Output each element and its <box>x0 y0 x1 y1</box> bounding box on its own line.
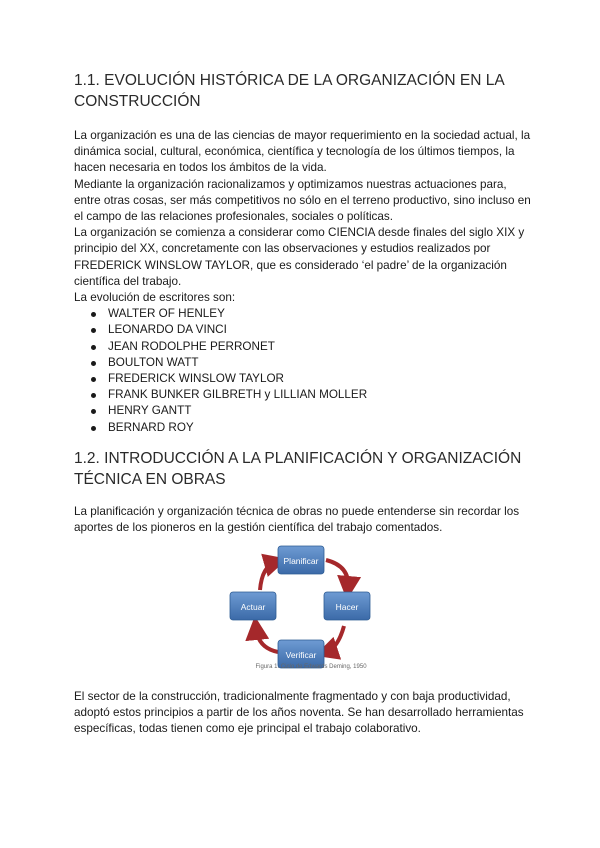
paragraph: La organización se comienza a considerar como CIENCIA desde finales del siglo XIX y principio del XX, concretamente con las observaciones y estudios realizados por FREDERICK WINSLOW TAYLOR, que es considerado ‘el padre’ de la organización científica del trabajo. <box>74 226 525 288</box>
step-act-label: Actuar <box>240 602 266 612</box>
step-act <box>230 592 276 620</box>
list-item: BERNARD ROY <box>74 420 534 436</box>
arrow-act-to-plan <box>260 562 276 590</box>
paragraph: El sector de la construcción, tradicionalmente fragmentado y con baja productividad, adoptó estos principios a partir de los años noventa. Se han desarrollado herramientas específicas, todas tienen como eje principal el trabajo colaborativo. <box>74 690 524 736</box>
paragraph: La organización es una de las ciencias de mayor requerimiento en la sociedad actual, la dinámica social, cultural, económica, científica y tecnología de los últimos tiempos, la hacen necesaria en todos los ámbitos de la vida. <box>74 129 531 175</box>
step-check-label: Verificar <box>285 650 317 660</box>
list-item: FRANK BUNKER GILBRETH y LILLIAN MOLLER <box>74 387 534 403</box>
section-2-closing <box>74 689 534 738</box>
section-2-title-line-1: 1.2. INTRODUCCIÓN A LA PLANIFICACIÓN Y ORGANIZACIÓN <box>74 450 522 467</box>
section-1-title-line-2: CONSTRUCCIÓN <box>74 93 201 110</box>
list-item: BOULTON WATT <box>74 355 534 371</box>
paragraph: La evolución de escritores son: <box>74 291 236 305</box>
paragraph: La planificación y organización técnica de obras no puede entenderse sin recordar los aportes de los pioneros en la gestión científica del trabajo comentados. <box>74 505 520 535</box>
section-1-body <box>74 128 534 436</box>
section-2-title-line-2: TÉCNICA EN OBRAS <box>74 471 226 488</box>
arrow-plan-to-do <box>326 560 348 588</box>
list-item: FREDERICK WINSLOW TAYLOR <box>74 371 534 387</box>
writers-list <box>74 306 534 436</box>
step-do-label: Hacer <box>335 602 359 612</box>
step-plan-label: Planificar <box>283 556 319 566</box>
step-plan <box>278 546 324 574</box>
arrow-do-to-check <box>326 626 344 652</box>
section-2-intro <box>74 504 534 536</box>
section-1-title <box>74 70 534 112</box>
paragraph: Mediante la organización racionalizamos y optimizamos nuestras actuaciones para, entre otras cosas, ser más competitivos no sólo en el terreno productivo, sino incluso en el campo de las relaciones profesionales, sociales o políticas. <box>74 177 531 224</box>
section-2-title <box>74 448 534 490</box>
list-item: HENRY GANTT <box>74 403 534 419</box>
arrow-check-to-act <box>256 628 278 652</box>
pdca-cycle-diagram <box>222 544 382 684</box>
section-1-title-line-1: 1.1. EVOLUCIÓN HISTÓRICA DE LA ORGANIZACIÓN EN LA <box>74 72 505 89</box>
list-item: JEAN RODOLPHE PERRONET <box>74 339 534 355</box>
step-do <box>324 592 370 620</box>
list-item: LEONARDO DA VINCI <box>74 322 534 338</box>
figure-caption: Figura 1. Ciclo de Edwards Deming, 1950 <box>255 664 367 670</box>
list-item: WALTER OF HENLEY <box>74 306 534 322</box>
